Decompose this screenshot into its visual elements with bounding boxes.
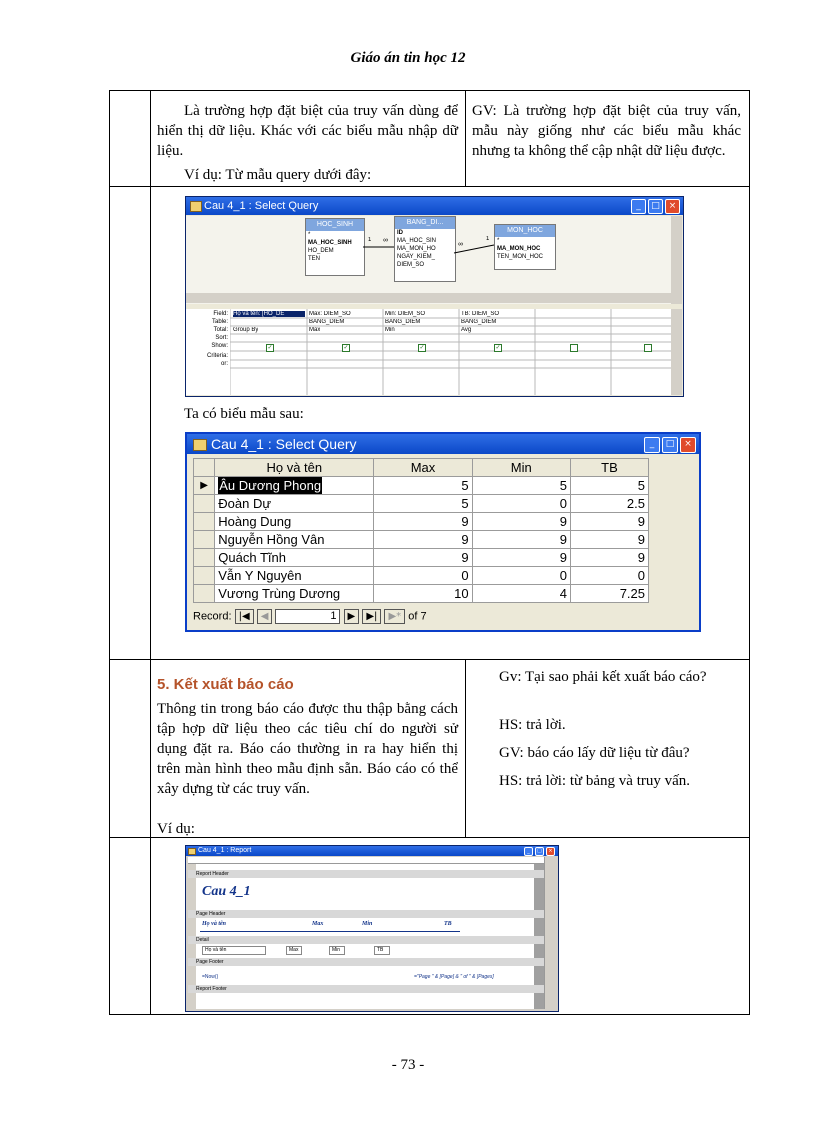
table-row[interactable]: Đoàn Dự 5 0 2.5 [194, 495, 649, 513]
record-total: 7 [420, 610, 427, 623]
section5-title: 5. Kết xuất báo cáo [157, 676, 294, 693]
detail-field-max[interactable]: Max [286, 946, 302, 955]
show-checkbox-6[interactable] [644, 344, 652, 352]
ph-label-name[interactable]: Họ và tên [202, 921, 226, 927]
row-line-2 [109, 659, 749, 660]
row-line-1 [109, 186, 749, 187]
show-checkbox-5[interactable] [570, 344, 578, 352]
table-row[interactable]: Nguyễn Hồng Vân 9 9 9 [194, 531, 649, 549]
record-number-input[interactable]: 1 [275, 609, 340, 624]
ph-label-max[interactable]: Max [312, 921, 324, 927]
minimize-button[interactable]: _ [644, 437, 660, 453]
query-icon [193, 439, 207, 451]
table-box-hoc-sinh[interactable]: HOC_SINH * MA_HOC_SINH HO_DEM TEN [305, 218, 365, 276]
grid-field-3[interactable]: Min: DIEM_SO [385, 311, 426, 317]
grid-total-2[interactable]: Max [309, 327, 321, 333]
footer-page[interactable]: ="Page " & [Page] & " of " & [Pages] [414, 974, 494, 980]
header-underline [200, 931, 460, 932]
ph-label-min[interactable]: Min [362, 921, 373, 927]
grid-table-2[interactable]: BANG_DIEM [309, 319, 345, 325]
section5-hs-a1: HS: trả lời. [499, 717, 566, 733]
grid-table-4[interactable]: BANG_DIEM [461, 319, 497, 325]
query-design-title: Cau 4_1 : Select Query [204, 200, 319, 212]
detail-field-min[interactable]: Min [329, 946, 345, 955]
row1-right-text: GV: Là trường hợp đặt biệt của truy vấn, mẫu này giống như các biểu mẫu khác nhưng ta không thể cập nhật dữ liệu được. [472, 103, 741, 159]
close-button[interactable]: × [546, 847, 555, 856]
first-record-button[interactable]: |◀ [235, 609, 254, 624]
grid-table-3[interactable]: BANG_DIEM [385, 319, 421, 325]
minimize-button[interactable]: _ [524, 847, 533, 856]
grid-lines [230, 309, 671, 395]
column-divider-left [150, 90, 151, 1015]
datasheet-window [185, 432, 701, 632]
grid-total-1[interactable]: Group By [233, 327, 259, 333]
page-number: - 73 - [391, 1057, 425, 1073]
datasheet-titlebar [187, 434, 699, 454]
show-checkbox-1[interactable]: ✓ [267, 345, 273, 351]
table-row[interactable]: ▶ Âu Dương Phong 5 5 5 [194, 477, 649, 495]
grid-total-4[interactable]: Avg [461, 327, 472, 333]
minimize-button[interactable]: _ [631, 199, 646, 214]
grid-scrollbar[interactable] [671, 309, 682, 395]
datasheet-grid [193, 458, 649, 603]
close-button[interactable]: × [665, 199, 680, 214]
section5-gv-q1: Gv: Tại sao phải kết xuất báo cáo? [499, 669, 707, 685]
table-row[interactable]: Quách Tĩnh 9 9 9 [194, 549, 649, 567]
close-button[interactable]: × [680, 437, 696, 453]
row1-left-paragraph: Là trường hợp đặt biệt của truy vấn dùng để hiển thị dữ liệu. Khác với các biểu mẫu nhập dữ liệu. [157, 103, 458, 159]
report-title-bar-text: Cau 4_1 : Report [198, 847, 252, 854]
band-report-header[interactable]: Report Header [188, 870, 544, 878]
query-design-window [185, 196, 684, 397]
record-of-label: of [408, 610, 418, 623]
col-header-name[interactable]: Họ và tên [215, 459, 374, 477]
query-grid: Field: Table: Total: Sort: Show: Criteria: or: Họ và tên: [HO_DE Group By Max: DIEM_SO BANG_DIEM Max Min: DIEM_SO BANG_DIEM Min TB: DIEM_SO BANG_DIEM Avg ✓ ✓ ✓ ✓ [186, 309, 671, 395]
join-label-2: ∞ [383, 237, 388, 244]
band-report-footer[interactable]: Report Footer [188, 985, 544, 993]
next-record-button[interactable]: ▶ [344, 609, 360, 624]
show-checkbox-4[interactable]: ✓ [495, 345, 501, 351]
maximize-button[interactable]: □ [648, 199, 663, 214]
band-page-header[interactable]: Page Header [188, 910, 544, 918]
grid-total-3[interactable]: Min [385, 327, 395, 333]
report-title[interactable]: Cau 4_1 [202, 884, 251, 899]
section5-paragraph: Thông tin trong báo cáo được thu thập bằng cách tập hợp dữ liệu theo các tiêu chí do người sử dụng đặt ra. Báo cáo thường in ra hay hiển thị trên màn hình theo mẫu định sẵn. Báo cáo có thể xây dựng từ các truy vấn. [157, 701, 458, 797]
show-checkbox-2[interactable]: ✓ [343, 345, 349, 351]
new-record-button[interactable]: ▶* [384, 609, 405, 624]
page-header-title: Giáo án tin học 12 [350, 50, 466, 66]
footer-now[interactable]: =Now() [202, 974, 219, 980]
table-row[interactable]: Vẫn Y Nguyên 0 0 0 [194, 567, 649, 585]
grid-field-2[interactable]: Max: DIEM_SO [309, 311, 351, 317]
maximize-button[interactable]: □ [535, 847, 544, 856]
prev-record-button[interactable]: ◀ [257, 609, 273, 624]
section5-example: Ví dụ: [157, 821, 195, 837]
datasheet-caption: Ta có biểu mẫu sau: [184, 406, 304, 422]
report-scrollbar[interactable] [544, 857, 557, 1009]
row1-left-example: Ví dụ: Từ mẫu query dưới đây: [184, 167, 372, 183]
row-line-3 [109, 837, 749, 838]
grid-field-4[interactable]: TB: DIEM_SO [461, 311, 500, 317]
col-header-max[interactable]: Max [374, 459, 472, 477]
section5-gv-q2: GV: báo cáo lấy dữ liệu từ đâu? [499, 745, 690, 761]
column-divider-right-row3 [465, 659, 466, 837]
detail-field-name[interactable]: Họ và tên [202, 946, 266, 955]
join-label-1: 1 [368, 237, 372, 243]
maximize-button[interactable]: □ [662, 437, 678, 453]
report-icon [188, 848, 196, 855]
show-checkbox-3[interactable]: ✓ [419, 345, 425, 351]
col-header-tb[interactable]: TB [570, 459, 648, 477]
record-navigator [193, 609, 693, 624]
table-box-bang-diem[interactable]: BANG_DI... ID MA_HOC_SIN MA_MON_HO NGAY_KIEM_ DIEM_SO [394, 216, 456, 282]
last-record-button[interactable]: ▶| [362, 609, 381, 624]
table-row[interactable]: Vương Trùng Dương 10 4 7.25 [194, 585, 649, 603]
band-detail[interactable]: Detail [188, 936, 544, 944]
table-row[interactable]: Hoàng Dung 9 9 9 [194, 513, 649, 531]
record-selector[interactable]: ▶ [194, 477, 215, 495]
col-header-min[interactable]: Min [472, 459, 570, 477]
ruler [188, 857, 544, 864]
datasheet-title: Cau 4_1 : Select Query [211, 436, 357, 452]
join-label-3: ∞ [458, 241, 463, 248]
join-lines [186, 197, 683, 307]
grid-field-1[interactable]: Họ và tên: [HO_DE [233, 311, 305, 317]
section5-hs-a2: HS: trả lời: từ bảng và truy vấn. [499, 773, 691, 789]
report-design-window [185, 845, 559, 1012]
table-box-mon-hoc[interactable]: MON_HOC * MA_MON_HOC TEN_MON_HOC [494, 224, 556, 270]
column-divider-right-row1 [465, 90, 466, 186]
report-titlebar [186, 846, 558, 856]
band-page-footer[interactable]: Page Footer [188, 958, 544, 966]
record-label: Record: [193, 610, 232, 623]
join-label-4: 1 [486, 236, 490, 242]
detail-field-tb[interactable]: TB [374, 946, 390, 955]
ph-label-tb[interactable]: TB [444, 921, 452, 927]
